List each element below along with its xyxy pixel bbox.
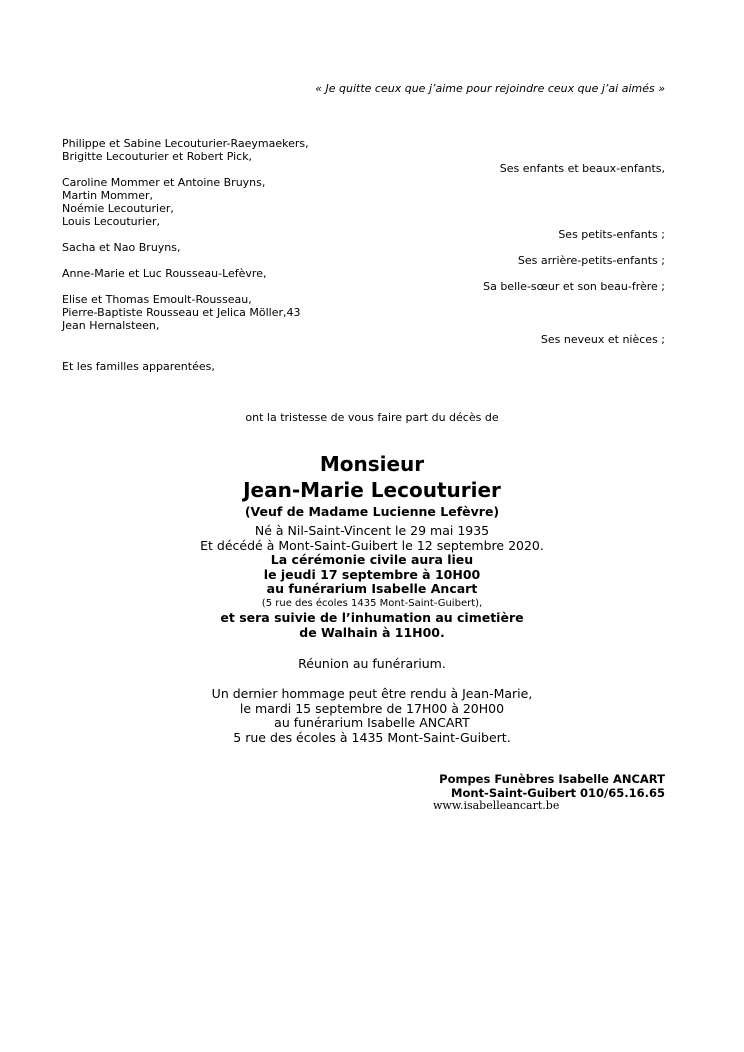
ceremony-line: La cérémonie civile aura lieu <box>270 552 474 567</box>
birth-line: Né à Nil-Saint-Vincent le 29 mai 1935 <box>254 523 490 538</box>
family-name-line: Louis Lecouturier, <box>62 215 161 228</box>
in-laws-label: Sa belle-sœur et son beau-frère ; <box>483 280 665 293</box>
family-name-line: Elise et Thomas Emoult-Rousseau, <box>62 293 252 306</box>
funeral-home-website[interactable]: www.isabelleancart.be <box>433 799 560 812</box>
family-name-line: Caroline Mommer et Antoine Bruyns, <box>62 176 266 189</box>
family-name-line: Pierre-Baptiste Rousseau et Jelica Möller,43 <box>62 306 301 319</box>
family-name-line: Martin Mommer, <box>62 189 154 202</box>
nephews-label: Ses neveux et nièces ; <box>540 333 665 346</box>
related-families: Et les familles apparentées, <box>62 360 215 373</box>
announcement-text: ont la tristesse de vous faire part du décès de <box>245 411 499 424</box>
ceremony-place-line: au funérarium Isabelle Ancart <box>266 581 478 596</box>
burial-place-line: de Walhain à 11H00. <box>299 624 445 640</box>
great-grandchildren-names <box>62 241 181 254</box>
family-name-line: Brigitte Lecouturier et Robert Pick, <box>62 150 253 163</box>
family-name-line: Jean Hernalsteen, <box>62 319 160 332</box>
ceremony-date-line: le jeudi 17 septembre à 10H00 <box>263 566 481 582</box>
great-grandchildren-label: Ses arrière-petits-enfants ; <box>517 254 665 267</box>
nephews-names <box>62 293 301 332</box>
family-name-line: Sacha et Nao Bruyns, <box>62 241 181 254</box>
funeral-home-name: Pompes Funèbres Isabelle ANCART <box>439 772 665 786</box>
children-label: Ses enfants et beaux-enfants, <box>499 162 665 175</box>
homage-date-line: le mardi 15 septembre de 17H00 à 20H00 <box>239 700 505 716</box>
obituary-details <box>0 524 744 640</box>
homage-place-line: au funérarium Isabelle ANCART <box>274 715 470 730</box>
ceremony-address-line: (5 rue des écoles 1435 Mont-Saint-Guibert), <box>261 597 483 609</box>
grandchildren-label: Ses petits-enfants ; <box>558 228 665 241</box>
funeral-home-contact: Mont-Saint-Guibert 010/65.16.65 <box>451 785 665 800</box>
homage-address-line: 5 rue des écoles à 1435 Mont-Saint-Guibert. <box>233 729 511 745</box>
reunion-line: Réunion au funérarium. <box>298 656 446 671</box>
death-line: Et décédé à Mont-Saint-Guibert le 12 septembre 2020. <box>200 537 544 553</box>
homage-block <box>0 687 744 745</box>
children-names <box>62 137 309 163</box>
deceased-note: (Veuf de Madame Lucienne Lefèvre) <box>244 504 500 519</box>
epigraph-quote: « Je quitte ceux que j’aime pour rejoindre ceux que j’ai aimés » <box>315 82 665 95</box>
deceased-honorific: Monsieur <box>319 452 425 476</box>
deceased-name: Jean-Marie Lecouturier <box>243 478 501 502</box>
in-laws-names <box>62 267 266 280</box>
burial-line: et sera suivie de l’inhumation au cimetière <box>220 610 524 625</box>
grandchildren-names <box>62 176 265 228</box>
homage-line: Un dernier hommage peut être rendu à Jean-Marie, <box>211 686 533 701</box>
funeral-home-signature <box>439 773 665 800</box>
family-name-line: Noémie Lecouturier, <box>62 202 174 215</box>
family-name-line: Anne-Marie et Luc Rousseau-Lefèvre, <box>62 267 267 280</box>
family-name-line: Philippe et Sabine Lecouturier-Raeymaekers, <box>62 137 309 150</box>
